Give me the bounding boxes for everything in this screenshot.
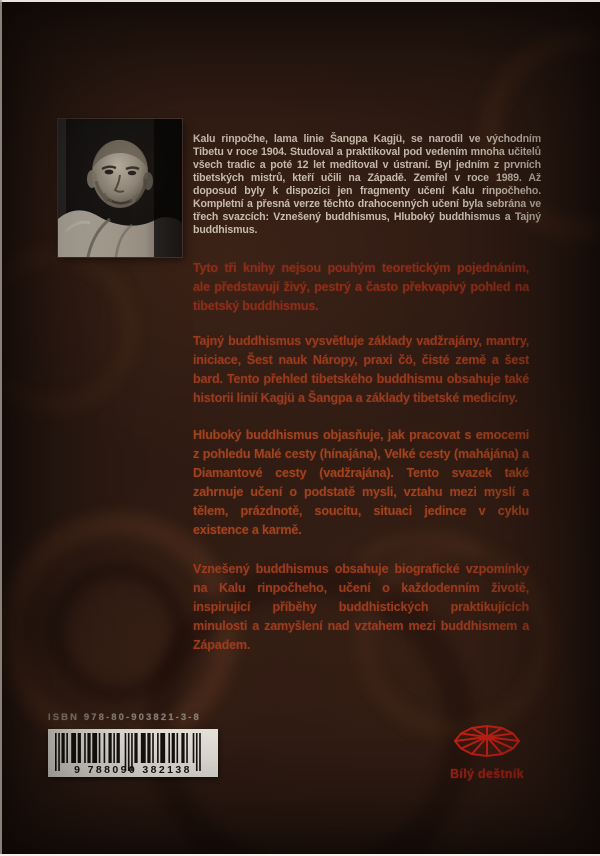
- intro-paragraph: Kalu rinpočhe, lama linie Šangpa Kagjü, se narodil ve východním Tibetu v roce 1904. Studoval a praktikoval pod vedením mnoha učitelů všech tradic a poté 12 let meditoval v ústraní. Byl jedním z prvních tibetských mistrů, kteří učili na Západě. Zemřel v roce 1989. Až doposud byly k dispozici jen fragmenty učení Kalu rinpočheho. Kompletní a přesná verze těchto drahocenných učení byla sebrána ve třech svazcích: Vznešený buddhismus, Hluboký buddhismus a Tajný buddhismus.: [193, 133, 541, 236]
- paragraph-hluboky-buddhismus: Hluboký buddhismus objasňuje, jak pracovat s emocemi z pohledu Malé cesty (hínajána), Velké cesty (mahájána) a Diamantové cesty (vadžrajána). Tento svazek také zahrnuje učení o podstatě mysli, vztahu mezi myslí a tělem, prázdnotě, soucitu, situaci jedince v cyklu existence a karmě.: [193, 428, 529, 537]
- publisher-name: Bílý deštník: [450, 767, 524, 781]
- scan-edge-left: [0, 0, 2, 856]
- scan-edge-top: [0, 0, 600, 2]
- back-cover-text: [193, 133, 541, 671]
- paragraph-overview: Tyto tři knihy nejsou pouhým teoretickým pojednáním, ale představují živý, pestrý a často překvapivý pohled na tibetský buddhismus.: [193, 261, 529, 313]
- isbn-text: ISBN 978-80-903821-3-8: [48, 712, 201, 723]
- portrait-photo-image: [58, 119, 182, 257]
- portrait-photo: [58, 119, 182, 257]
- publisher-logo: [441, 721, 533, 781]
- paragraph-vzneseny-buddhismus: Vznešený buddhismus obsahuje biografické vzpomínky na Kalu rinpočheho, učení o každodenním životě, inspirující příběhy buddhistických praktikujících minulosti a zamyšlení nad vztahem mezi buddhismem a Západem.: [193, 562, 529, 652]
- barcode: [48, 729, 218, 777]
- paragraph-tajny-buddhismus: Tajný buddhismus vysvětluje základy vadžrajány, mantry, iniciace, Šest nauk Náropy, praxi čö, čisté země a šest bard. Tento přehled tibetského buddhismu obsahuje také historii linií Kagjü a Šangpa a základy tibetské medicíny.: [193, 334, 529, 405]
- barcode-area: [48, 712, 218, 777]
- barcode-digits: 9 788090 382138: [74, 764, 192, 776]
- umbrella-icon: [449, 721, 525, 765]
